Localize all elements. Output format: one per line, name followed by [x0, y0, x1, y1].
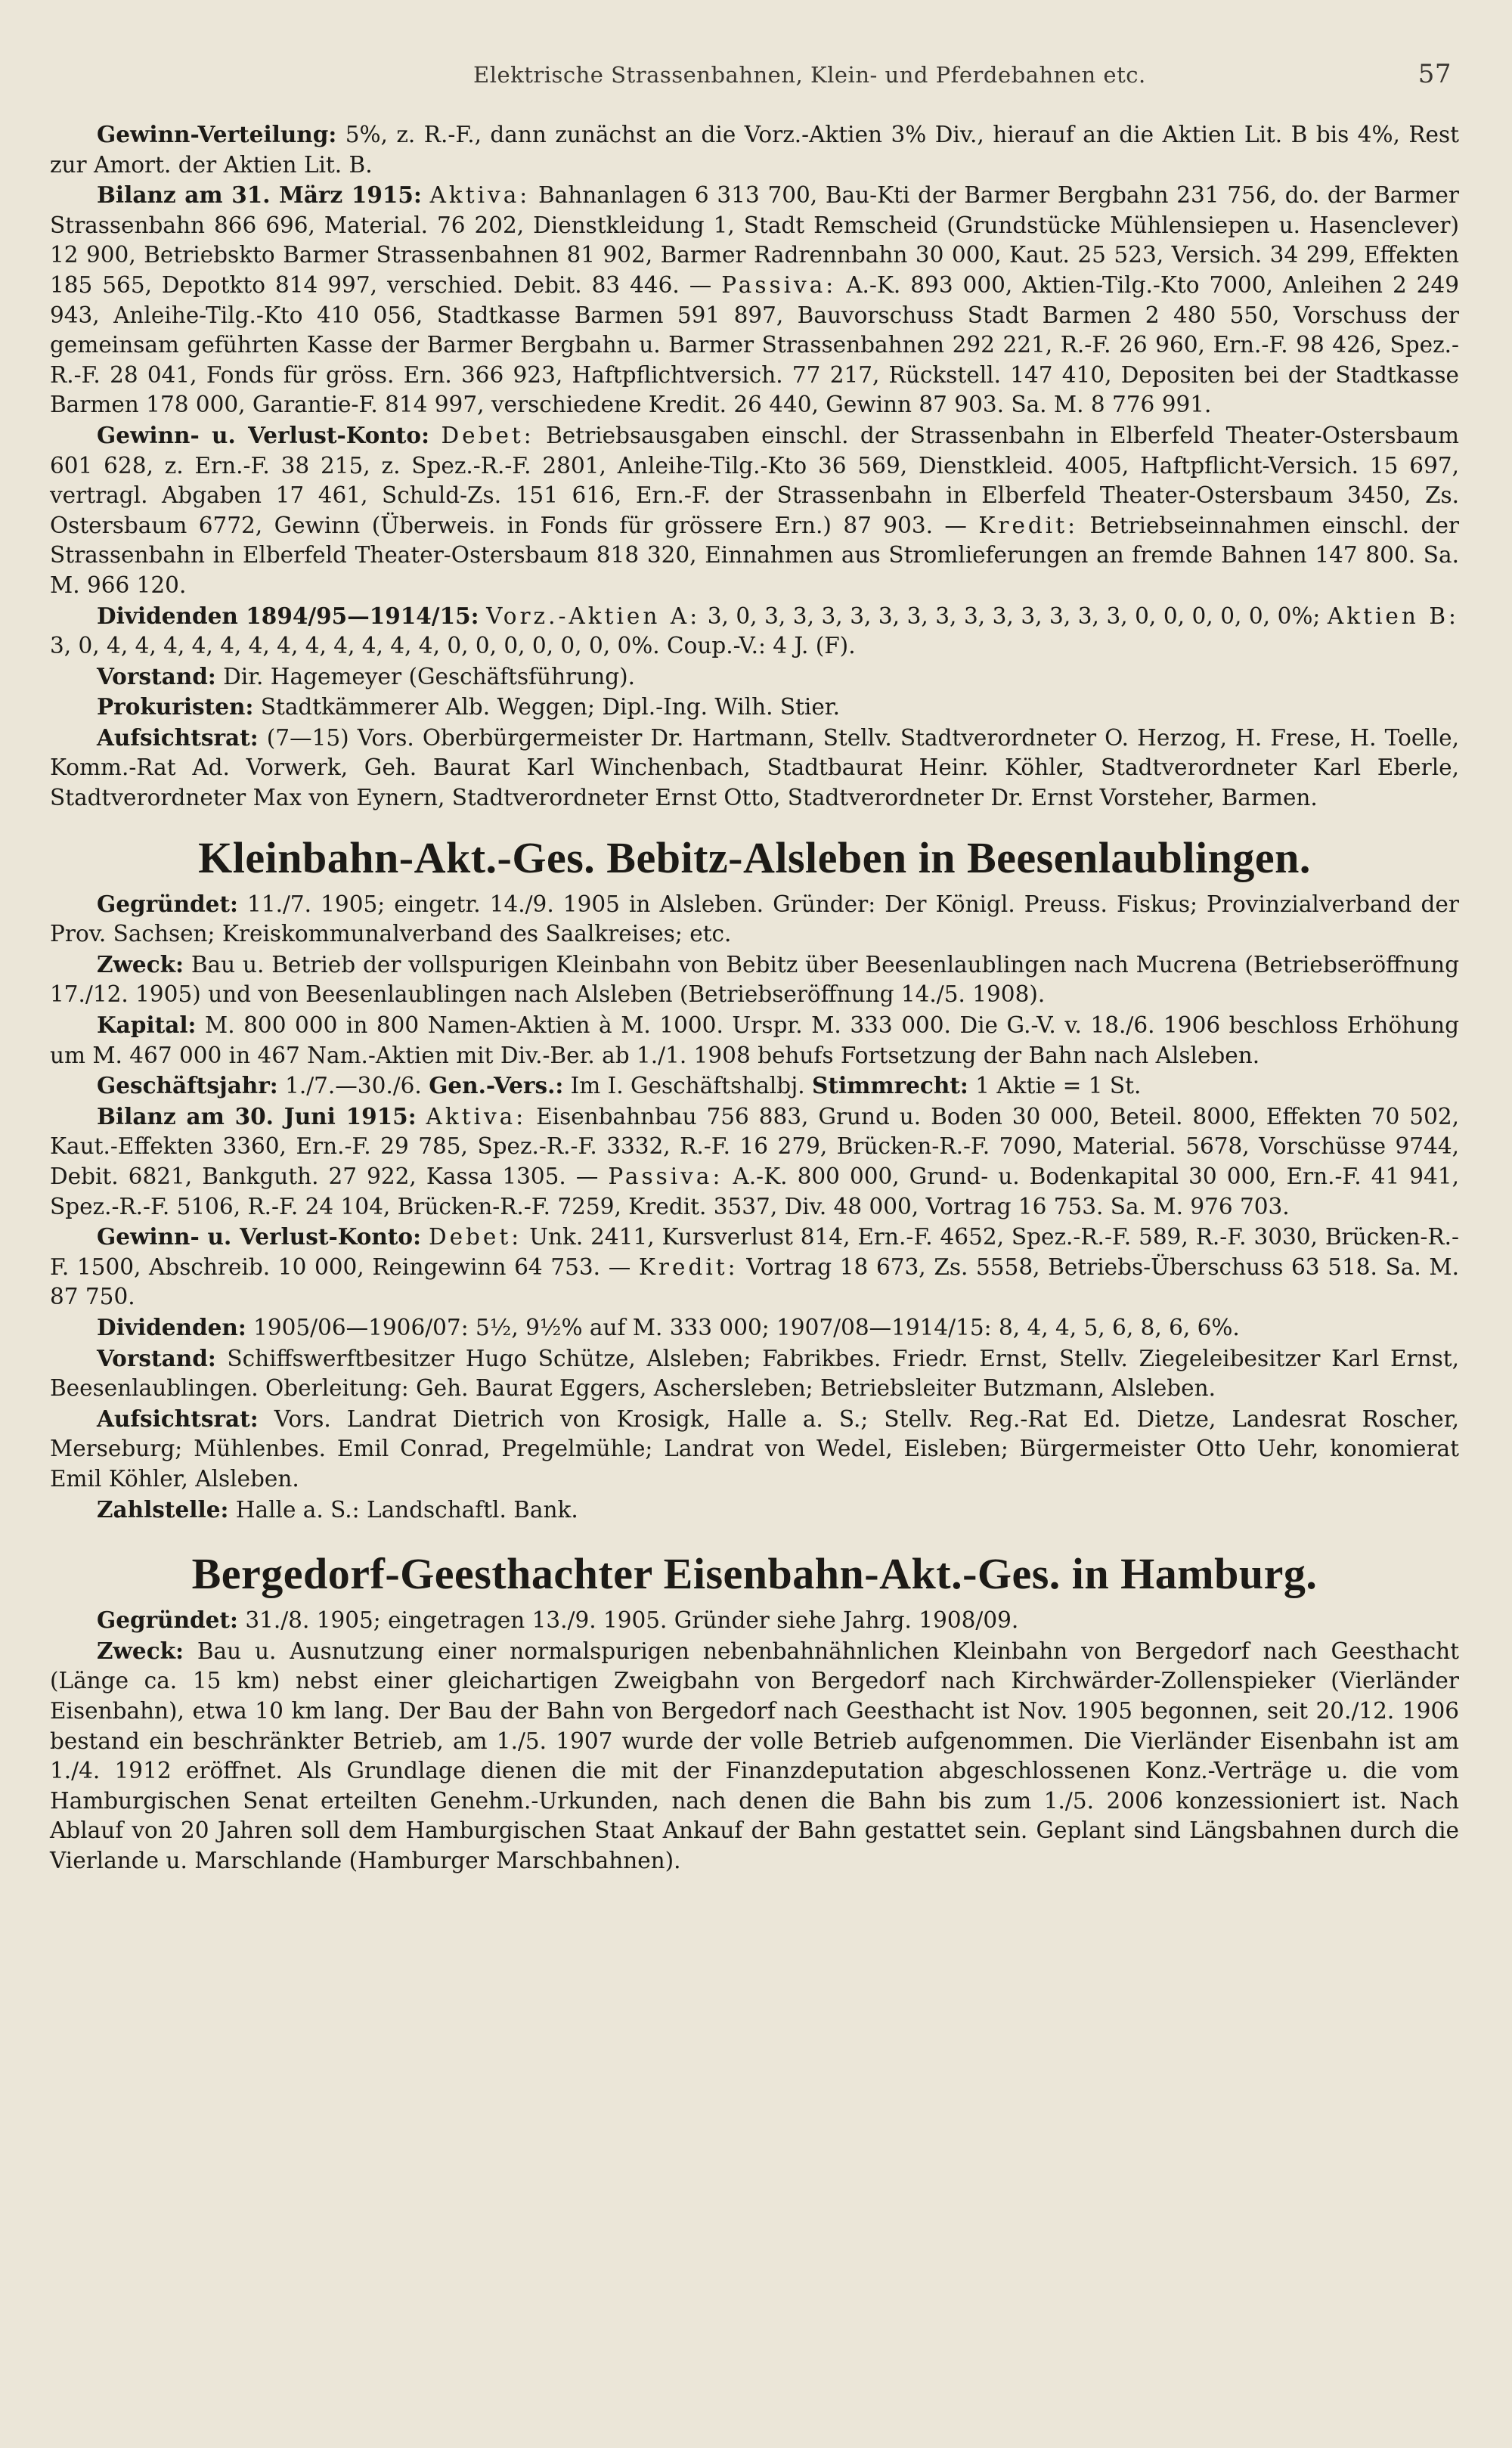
text: Vortrag 18 673, Zs. 5558, Betriebs-Überschuss 63 518. Sa. M. 87 750. [50, 1253, 1459, 1310]
company-title: Kleinbahn-Akt.-Ges. Bebitz-Alsleben in Beesenlaublingen. [198, 832, 1311, 882]
page-number: 57 [1418, 59, 1452, 89]
text: 3, 0, 3, 3, 3, 3, 3, 3, 3, 3, 3, 3, 3, 3, 3, 0, 0, 0, 0, 0, 0%; [700, 603, 1328, 629]
passiva-label: Passiva: [608, 1164, 723, 1189]
section-bergedorf-geesthachter [50, 1548, 1459, 1876]
text: Vors. Landrat Dietrich von Krosigk, Halle a. S.; Stellv. Reg.-Rat Ed. Dietze, Landesrat Roscher, Merseburg; Mühlenbes. Emil Conrad, Pregelmühle; Landrat von Wedel, Eisleben; Bürgermeister Otto Uehr, konomierat Emil Köhler, Alsleben. [50, 1405, 1459, 1492]
paragraph-zahlstelle [50, 1495, 1459, 1526]
paragraph-bilanz [50, 180, 1459, 420]
paragraph-vorstand [50, 1343, 1459, 1404]
paragraph-kapital [50, 1010, 1459, 1071]
paragraph-geschaeftsjahr [50, 1071, 1459, 1102]
paragraph-bilanz [50, 1102, 1459, 1222]
text: A.-K. 800 000, Grund- u. Bodenkapital 30 000, Ern.-F. 41 941, Spez.-R.-F. 5106, R.-F. 24 104, Brücken-R.-F. 7259, Kredit. 3537, Div. 48 000, Vortrag 16 753. Sa. M. 976 703. [50, 1164, 1459, 1219]
label: Gewinn- u. Verlust-Konto: [97, 1223, 421, 1250]
text: Bau u. Betrieb der vollspurigen Kleinbahn von Bebitz über Beesenlaublingen nach Mucrena (Betriebseröffnung 17./12. 1905) und von Beesenlaublingen nach Alsleben (Betriebseröffnung 14./5. 1908). [50, 951, 1459, 1008]
label: Bilanz am 30. Juni 1915: [97, 1102, 417, 1129]
label: Prokuristen: [97, 693, 254, 720]
debet-label: Debet: [441, 422, 534, 448]
kredit-label: Kredit: [638, 1253, 739, 1280]
text: 1905/06—1906/07: 5½, 9½% auf M. 333 000; 1907/08—1914/15: 8, 4, 4, 5, 6, 8, 6, 6%. [246, 1314, 1240, 1340]
text: Bau u. Ausnutzung einer normalspurigen nebenbahnähnlichen Kleinbahn von Bergedorf nach Geesthacht (Länge ca. 15 km) nebst einer gleichartigen Zweigbahn von Bergedorf nach Kirchwärder-Zollenspieker (Vierländer Eisenbahn), etwa 10 km lang. Der Bau der Bahn von Bergedorf nach Geesthacht ist Nov. 1905 begonnen, seit 20./12. 1906 bestand ein beschränkter Betrieb, am 1./5. 1907 wurde der volle Betrieb aufgenommen. Die Vierländer Eisenbahn ist am 1./4. 1912 eröffnet. Als Grundlage dienen die mit der Finanzdeputation abgeschlossenen Konz.-Verträge u. die vom Hamburgischen Senat erteilten Genehm.-Urkunden, nach denen die Bahn bis zum 1./5. 2006 konzessioniert ist. Nach Ablauf von 20 Jahren soll dem Hamburgischen Staat Ankauf der Bahn gestattet sein. Geplant sind Längsbahnen durch die Vierlande u. Marschlande (Hamburger Marschbahnen). [50, 1638, 1459, 1873]
company-title: Bergedorf-Geesthachter Eisenbahn-Akt.-Ges. in Hamburg. [191, 1549, 1318, 1599]
aktiva-label: Aktiva: [429, 182, 531, 209]
text: Halle a. S.: Landschaftl. Bank. [228, 1496, 578, 1523]
running-header [50, 59, 1459, 104]
text: Unk. 2411, Kursverlust 814, Ern.-F. 4652, Spez.-R.-F. 589, R.-F. 3030, Brücken-R.-F. 1500, Abschreib. 10 000, Reingewinn 64 753. — [50, 1224, 1459, 1280]
label: Gewinn-Verteilung: [97, 121, 337, 147]
label: Aufsichtsrat: [97, 724, 259, 751]
section-barmer-continuation [50, 119, 1459, 813]
text: 1 Aktie = 1 St. [968, 1073, 1142, 1099]
text: (7—15) Vors. Oberbürgermeister Dr. Hartmann, Stellv. Stadtverordneter O. Herzog, H. Frese, H. Toelle, Komm.-Rat Ad. Vorwerk, Geh. Baurat Karl Winchenbach, Stadtbaurat Heinr. Köhler, Stadtverordneter Karl Eberle, Stadtverordneter Max von Eynern, Stadtverordneter Ernst Otto, Stadtverordneter Dr. Ernst Vorsteher, Barmen. [50, 724, 1459, 811]
section-kleinbahn-bebitz-alsleben [50, 832, 1459, 1525]
text: 3, 0, 4, 4, 4, 4, 4, 4, 4, 4, 4, 4, 4, 4, 0, 0, 0, 0, 0, 0, 0%. Coup.-V.: 4 J. (F). [50, 633, 856, 659]
paragraph-gewinn-verlust [50, 420, 1459, 601]
text: Betriebseinnahmen einschl. der Strassenbahn in Elberfeld Theater-Ostersbaum 818 320, Einnahmen aus Stromlieferungen an fremde Bahnen 147 800. Sa. M. 966 120. [50, 512, 1460, 598]
label: Zahlstelle: [97, 1495, 229, 1523]
paragraph-aufsichtsrat [50, 723, 1459, 813]
label: Zweck: [97, 950, 184, 978]
paragraph-dividenden [50, 1312, 1459, 1343]
paragraph-aufsichtsrat [50, 1404, 1459, 1495]
label: Aufsichtsrat: [97, 1405, 259, 1432]
gen-vers-label: Gen.-Vers.: [429, 1072, 564, 1099]
label: Geschäftsjahr: [97, 1072, 278, 1099]
aktien-b-label: Aktien B: [1327, 603, 1459, 629]
text: Eisenbahnbau 756 883, Grund u. Boden 30 000, Beteil. 8000, Effekten 70 502, Kaut.-Effekten 3360, Ern.-F. 29 785, Spez.-R.-F. 3332, R.-F. 16 279, Brücken-R.-F. 7090, Material. 5678, Vorschüsse 9744, Debit. 6821, Bankguth. 27 922, Kassa 1305. — [50, 1103, 1459, 1189]
paragraph-dividenden [50, 601, 1459, 662]
paragraph-gegruendet [50, 1605, 1459, 1636]
kredit-label: Kredit: [978, 512, 1079, 538]
running-header-title: Elektrische Strassenbahnen, Klein- und Pferdebahnen etc. [473, 62, 1146, 88]
text: Schiffswerftbesitzer Hugo Schütze, Alsleben; Fabrikbes. Friedr. Ernst, Stellv. Ziegeleibesitzer Karl Ernst, Beesenlaublingen. Oberleitung: Geh. Baurat Eggers, Aschersleben; Betriebsleiter Butzmann, Alsleben. [50, 1345, 1459, 1402]
text: 11./7. 1905; eingetr. 14./9. 1905 in Alsleben. Gründer: Der Königl. Preuss. Fiskus; Provinzialverband der Prov. Sachsen; Kreiskommunalverband des Saalkreises; etc. [50, 891, 1459, 947]
label: Dividenden 1894/95—1914/15: [97, 602, 479, 629]
paragraph-prokuristen [50, 692, 1459, 723]
paragraph-zweck [50, 1636, 1459, 1876]
text: 5%, z. R.-F., dann zunächst an die Vorz.-Aktien 3% Div., hierauf an die Aktien Lit. B bis 4%, Rest zur Amort. der Aktien Lit. B. [50, 122, 1459, 178]
label: Bilanz am 31. März 1915: [97, 181, 422, 209]
text: M. 800 000 in 800 Namen-Aktien à M. 1000. Urspr. M. 333 000. Die G.-V. v. 18./6. 1906 beschloss Erhöhung um M. 467 000 in 467 Nam.-Aktien mit Div.-Ber. ab 1./1. 1908 behufs Fortsetzung der Bahn nach Alsleben. [50, 1012, 1459, 1068]
paragraph-gegruendet [50, 889, 1459, 950]
stimmrecht-label: Stimmrecht: [812, 1072, 968, 1099]
text: Betriebsausgaben einschl. der Strassenbahn in Elberfeld Theater-Ostersbaum 601 628, z. Ern.-F. 38 215, z. Spez.-R.-F. 2801, Anleihe-Tilg.-Kto 36 569, Dienstkleid. 4005, Haftpflicht-Versich. 15 697, vertragl. Abgaben 17 461, Schuld-Zs. 151 616, Ern.-F. der Strassenbahn in Elberfeld Theater-Ostersbaum 3450, Zs. Ostersbaum 6772, Gewinn (Überweis. in Fonds für grössere Ern.) 87 903. — [50, 422, 1459, 538]
label: Dividenden: [97, 1313, 246, 1340]
text: Bahnanlagen 6 313 700, Bau-Kti der Barmer Bergbahn 231 756, do. der Barmer Strassenbahn 866 696, Material. 76 202, Dienstkleidung 1, Stadt Remscheid (Grundstücke Mühlensiepen u. Hasenclever) 12 900, Betriebskto Barmer Strassenbahnen 81 902, Barmer Radrennbahn 30 000, Kaut. 25 523, Versich. 34 299, Effekten 185 565, Depotkto 814 997, verschied. Debit. 83 446. — [50, 182, 1459, 298]
passiva-label: Passiva: [721, 271, 837, 298]
paragraph-gewinn-verlust [50, 1222, 1459, 1312]
text: Dir. Hagemeyer (Geschäftsführung). [215, 663, 635, 689]
aktiva-label: Aktiva: [426, 1103, 527, 1129]
text: 1./7.—30./6. [277, 1073, 429, 1099]
label: Kapital: [97, 1012, 197, 1039]
debet-label: Debet: [428, 1224, 522, 1250]
label: Zweck: [97, 1637, 184, 1664]
paragraph-vorstand [50, 662, 1459, 693]
text: A.-K. 893 000, Aktien-Tilg.-Kto 7000, Anleihen 2 249 943, Anleihe-Tilg.-Kto 410 056, Stadtkasse Barmen 591 897, Bauvorschuss Stadt Barmen 2 480 550, Vorschuss der gemeinsam geführten Kasse der Barmer Bergbahn u. Barmer Strassenbahnen 292 221, R.-F. 26 960, Ern.-F. 98 426, Spez.-R.-F. 28 041, Fonds für gröss. Ern. 366 923, Haftpflichtversich. 77 217, Rückstell. 147 410, Depositen bei der Stadtkasse Barmen 178 000, Garantie-F. 814 997, verschiedene Kredit. 26 440, Gewinn 87 903. Sa. M. 8 776 991. [50, 271, 1459, 418]
paragraph-zweck [50, 950, 1459, 1010]
text: Im I. Geschäftshalbj. [563, 1073, 813, 1099]
text: 31./8. 1905; eingetragen 13./9. 1905. Gründer siehe Jahrg. 1908/09. [237, 1607, 1019, 1634]
label: Gegründet: [97, 1607, 238, 1634]
label: Vorstand: [97, 1344, 216, 1371]
vorz-aktien-label: Vorz.-Aktien A: [486, 603, 701, 629]
paragraph-gewinn-verteilung [50, 119, 1459, 180]
label: Gegründet: [97, 890, 238, 917]
label: Gewinn- u. Verlust-Konto: [97, 421, 430, 448]
label: Vorstand: [97, 662, 216, 689]
text: Stadtkämmerer Alb. Weggen; Dipl.-Ing. Wilh. Stier. [253, 694, 841, 720]
